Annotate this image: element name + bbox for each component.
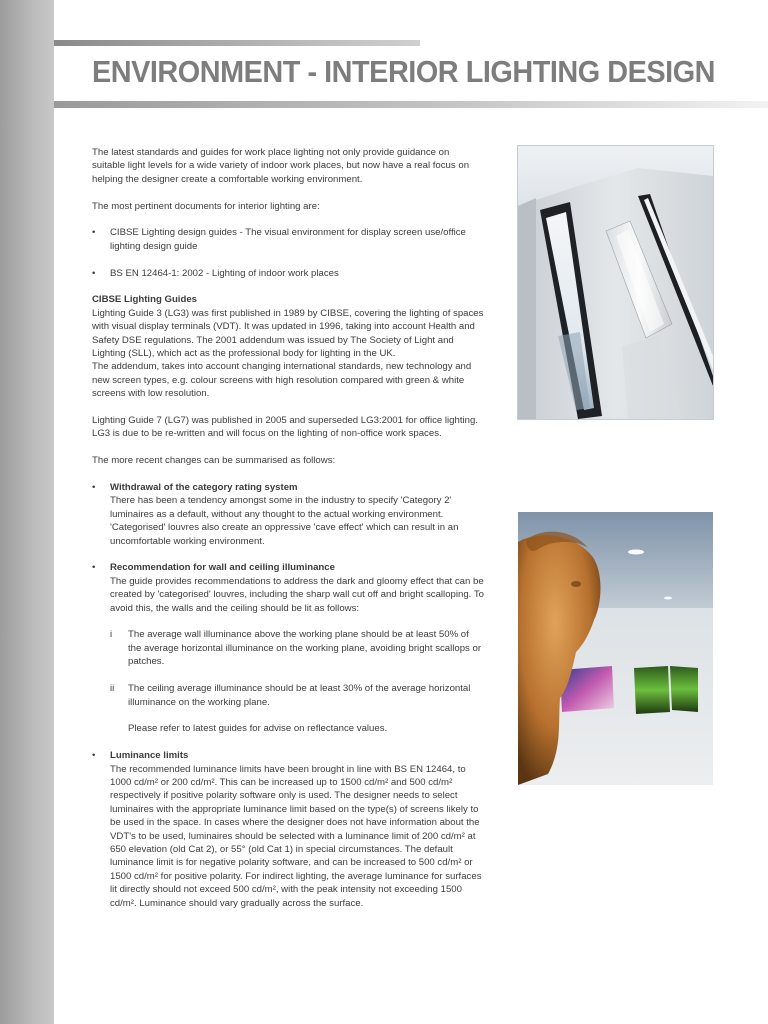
bullet-icon: • (92, 482, 96, 494)
lg7-paragraph: Lighting Guide 7 (LG7) was published in 2005 and superseded LG3:2001 for office lighting. LG3 is due to be re-written and will focus on the lighting of non-office work spaces. (92, 415, 478, 440)
roman-numeral: i (110, 629, 113, 641)
top-rule (54, 40, 420, 46)
roman-item-text: The average wall illuminance above the working plane should be at least 50% of the average horizontal illuminance on the working plane, avoiding bright scallops or patches. (128, 629, 482, 668)
change-body: The guide provides recommendations to address the dark and gloomy effect that can be created by 'categorised' louvres, including the sharp wall cut off and bright scalloping. To avoid this, the walls and the ceiling should be lit as follows: (110, 575, 484, 614)
addendum-paragraph: The addendum, takes into account changing international standards, new technology and new screen types, e.g. colour screens with high resolution compared with green & white screens with low resolution. (92, 361, 472, 400)
change-title: Luminance limits (110, 750, 189, 762)
gallery-illustration (518, 512, 713, 785)
page-title: ENVIRONMENT - INTERIOR LIGHTING DESIGN (92, 54, 716, 89)
bullet-icon: • (92, 227, 96, 239)
change-item (92, 749, 484, 910)
document-text: BS EN 12464-1: 2002 - Lighting of indoor work places (110, 267, 339, 279)
roman-list-item (92, 628, 484, 668)
document-text: CIBSE Lighting design guides - The visual environment for display screen use/office lighting design guide (110, 227, 466, 252)
roman-list-item (92, 682, 484, 709)
changes-intro: The more recent changes can be summarised as follows: (92, 455, 336, 467)
change-item (92, 481, 484, 548)
change-title: Recommendation for wall and ceiling illuminance (110, 562, 335, 574)
wall-luminaire-illustration (518, 146, 713, 419)
reflectance-note: Please refer to latest guides for advise on reflectance values. (128, 723, 388, 735)
bullet-icon: • (92, 267, 96, 279)
roman-numeral: ii (110, 683, 115, 695)
intro-paragraph: The latest standards and guides for work place lighting not only provide guidance on suitable light levels for a wide variety of indoor work places, but now have a real focus on helping the designer create a comfortable working environment. (92, 147, 470, 185)
bullet-icon: • (92, 562, 96, 574)
roman-item-text: The ceiling average illuminance should be at least 30% of the average horizontal illuminance on the working plane. (128, 683, 471, 708)
change-body: The recommended luminance limits have been brought in line with BS EN 12464, to 1000 cd/m² or 200 cd/m². This can be increased up to 1500 cd/m² and 500 cd/m² respectively if positive polarity software only is used. The designer needs to select luminaires with the appropriate luminance limit based on the type(s) of screens likely to be used in the space. In cases where the designer does not have information about the VDT's to be used, luminaires should be selected with a luminance limit of 200 cd/m² at 650 elevation (old Cat 2), or 55° (old Cat 1) in special circumstances. The default luminance limit is for negative polarity software, and can be increased to 500 cd/m² or 1500 cd/m² for positive polarity. For indirect lighting, the average luminance for surfaces lit directly should not exceed 500 cd/m², with the peak intensity not exceeding 1500 cd/m². Luminance should vary gradually across the surface. (110, 763, 482, 909)
lg3-history-paragraph: Lighting Guide 3 (LG3) was first published in 1989 by CIBSE, covering the lighting of spaces with visual display terminals (VDT). It was updated in 1996, taking into account Health and Safety DSE regulations. The 2001 addendum was issued by The Society of Light and Lighting (SLL), which act as the professional body for lighting in the UK. (92, 307, 484, 360)
wall-luminaire-photo (518, 146, 713, 419)
documents-intro: The most pertinent documents for interior lighting are: (92, 200, 320, 212)
title-underline (54, 101, 768, 108)
change-item (92, 561, 484, 615)
gallery-photo (518, 512, 713, 785)
change-body: There has been a tendency amongst some in the industry to specify 'Category 2' luminaires as a default, without any thought to the actual working environment. 'Categorised' louvres also create an oppressive 'cave effect' which can result in an uncomfortable working environment. (110, 495, 459, 547)
document-list-item (92, 226, 484, 253)
section-heading: CIBSE Lighting Guides (92, 294, 197, 306)
change-title: Withdrawal of the category rating system (110, 482, 298, 494)
bullet-icon: • (92, 750, 96, 762)
main-text-column (92, 146, 484, 923)
document-list-item (92, 267, 484, 280)
left-gray-band (0, 0, 54, 1024)
